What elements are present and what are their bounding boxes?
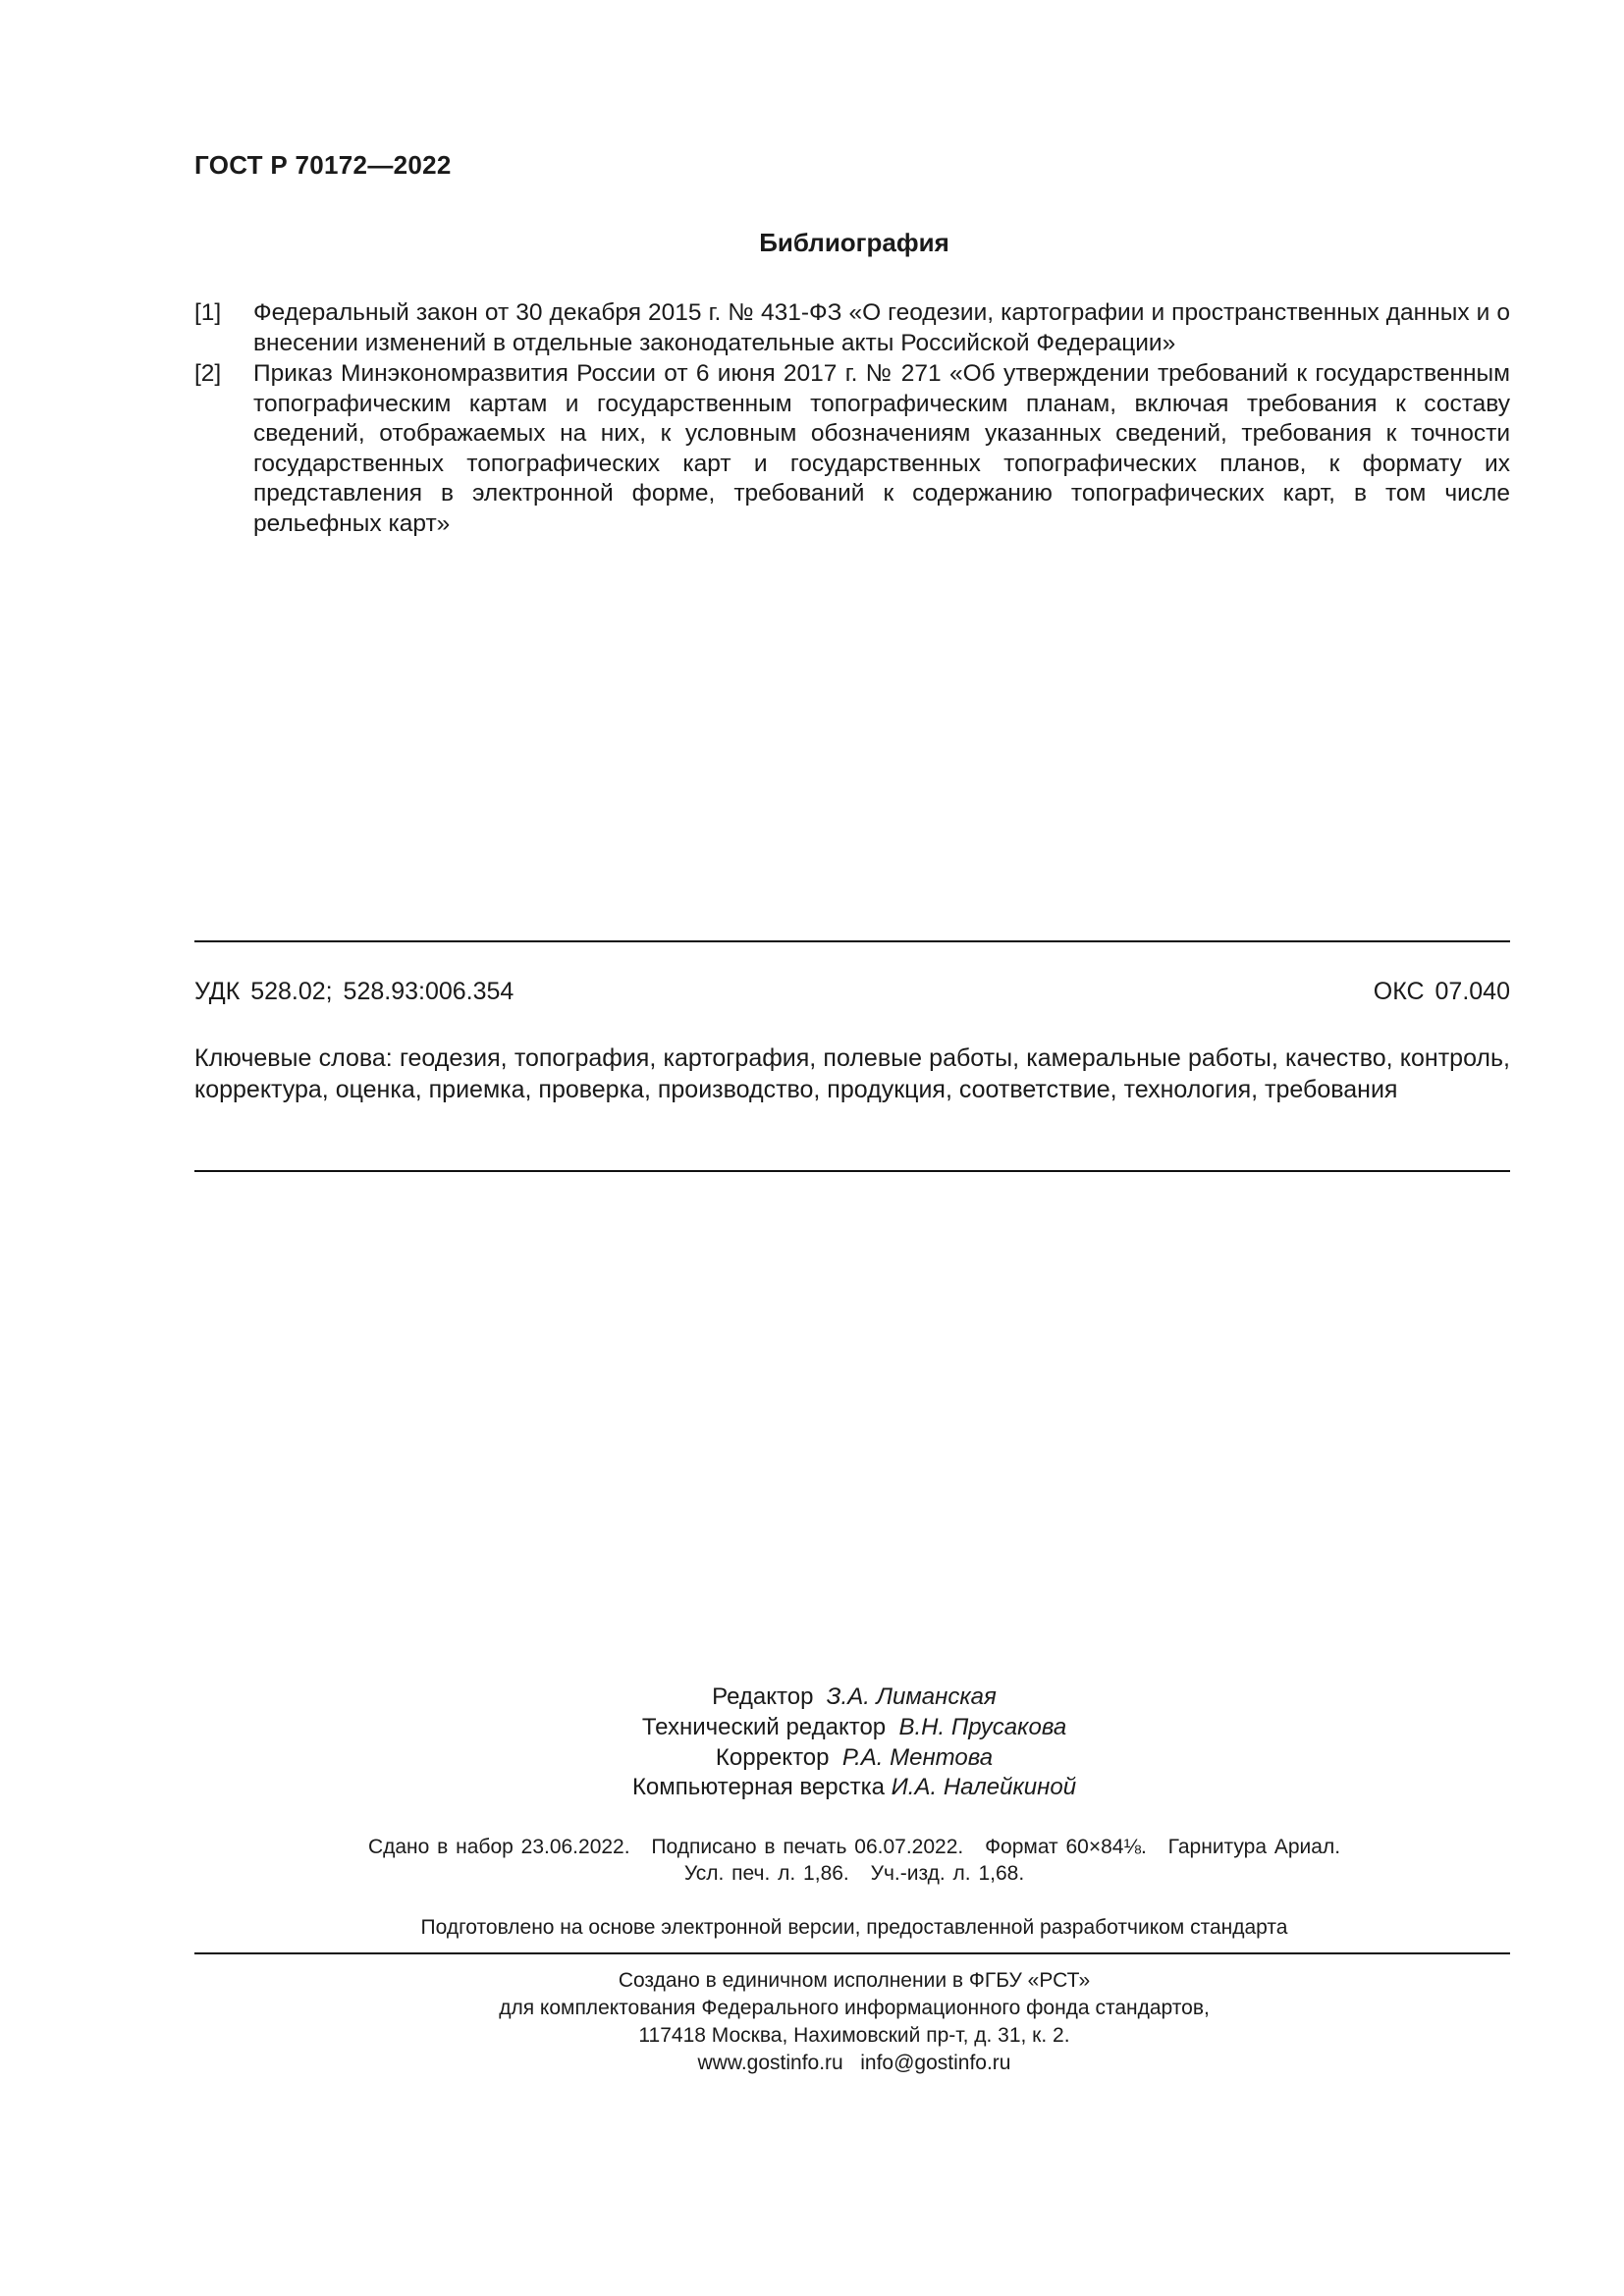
divider-top [194, 940, 1510, 942]
website-link[interactable]: www.gostinfo.ru [697, 2052, 843, 2074]
credit-role: Технический редактор [641, 1713, 887, 1740]
credit-tech-editor [0, 1713, 1624, 1743]
typeface: Гарнитура Ариал. [1167, 1836, 1341, 1858]
bibliography-title: Библиография [759, 228, 949, 257]
publisher-sheets: Уч.-изд. л. 1,68. [870, 1862, 1025, 1885]
credit-layout [0, 1773, 1624, 1803]
credits-block [0, 1682, 1624, 1803]
divider-middle [194, 1170, 1510, 1172]
publication-info [0, 1834, 1624, 1887]
print-format: Формат 60×84⅛. [985, 1836, 1147, 1858]
udc-code: УДК 528.02; 528.93:006.354 [194, 978, 514, 1005]
bibliography-item-number: [2] [194, 360, 222, 387]
imprint-block [0, 1967, 1624, 2077]
imprint-line: для комплектования Федерального информационного фонда стандартов, [499, 1997, 1210, 2019]
imprint-contacts [0, 2050, 1624, 2077]
email-link[interactable]: info@gostinfo.ru [860, 2052, 1011, 2074]
keywords: Ключевые слова: геодезия, топография, картография, полевые работы, камеральные работы, качество, контроль, корректура, оценка, приемка, проверка, производство, продукция, соответствие, технология, требования [194, 1044, 1510, 1103]
bibliography-item-text: Федеральный закон от 30 декабря 2015 г. № 431-ФЗ «О геодезии, картографии и пространственных данных и о внесении изменений в отдельные законодательные акты Российской Федерации» [253, 299, 1510, 356]
credit-editor [0, 1682, 1624, 1713]
signed-date: Подписано в печать 06.07.2022. [651, 1836, 964, 1858]
bibliography-item [194, 359, 1510, 540]
credit-role: Компьютерная верстка [631, 1774, 885, 1801]
credit-role: Корректор [715, 1743, 830, 1771]
submitted-date: Сдано в набор 23.06.2022. [367, 1836, 630, 1858]
publication-line-1 [0, 1834, 1624, 1860]
oks-code: ОКС 07.040 [1373, 978, 1510, 1005]
credit-name: З.А. Лиманская [826, 1683, 997, 1710]
divider-bottom [194, 1952, 1510, 1954]
publication-line-2 [0, 1860, 1624, 1887]
document-code: ГОСТ Р 70172—2022 [194, 150, 452, 180]
imprint-address: 117418 Москва, Нахимовский пр-т, д. 31, к. 2. [638, 2024, 1070, 2047]
bibliography-item-text: Приказ Минэкономразвития России от 6 июня 2017 г. № 271 «Об утверждении требований к государственным топографическим картам и государственным топографическим планам, включая требования к составу сведений, отображаемых на них, к условным обозначениям указанных сведений, требования к точности государственных топографических карт и государственных топографических планов, к формату их представления в электронной форме, требований к содержанию топографических карт, в том числе рельефных карт» [253, 360, 1510, 537]
bibliography-item-number: [1] [194, 299, 222, 326]
credit-name: Р.А. Ментова [841, 1743, 994, 1771]
credit-role: Редактор [712, 1683, 814, 1710]
prepared-note: Подготовлено на основе электронной версии, предоставленной разработчиком стандарта [420, 1916, 1288, 1939]
credit-name: И.А. Налейкиной [891, 1774, 1077, 1801]
print-sheets: Усл. печ. л. 1,86. [683, 1862, 849, 1885]
credit-proofreader [0, 1743, 1624, 1774]
bibliography-item [194, 298, 1510, 358]
credit-name: В.Н. Прусакова [898, 1713, 1067, 1740]
imprint-line: Создано в единичном исполнении в ФГБУ «РСТ» [618, 1969, 1091, 1992]
